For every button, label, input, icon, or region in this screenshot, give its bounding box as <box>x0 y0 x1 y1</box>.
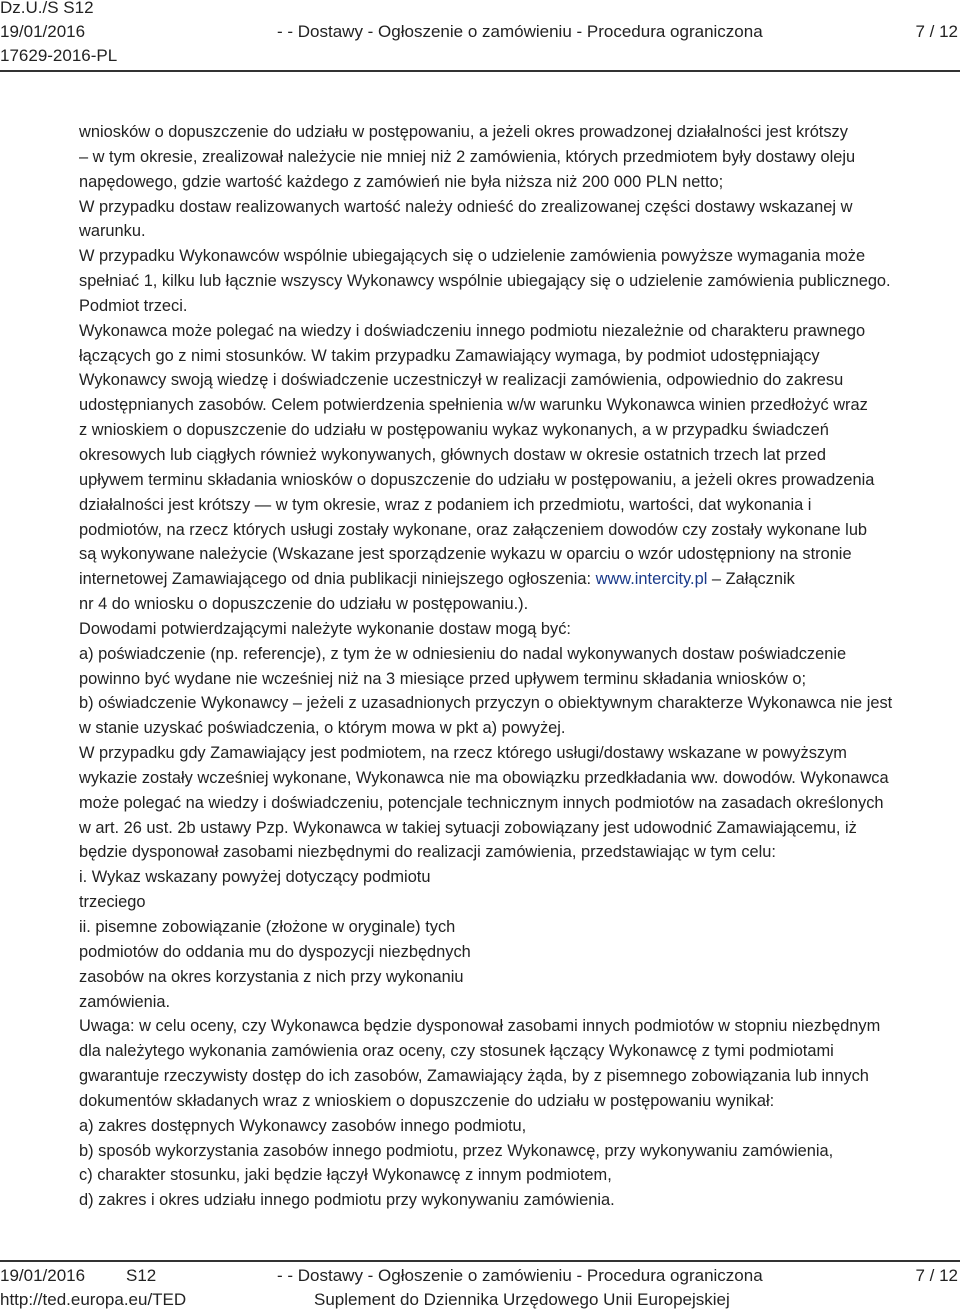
footer-page-number: 7 / 12 <box>915 1266 958 1285</box>
page-footer <box>0 1262 960 1311</box>
header-date: 19/01/2016 <box>0 22 86 41</box>
text-line: c) charakter stosunku, jaki będzie łączył Wykonawcę z innym podmiotem, <box>79 1166 612 1185</box>
header-title: - - Dostawy - Ogłoszenie o zamówieniu - Procedura ograniczona <box>277 22 763 41</box>
text-line: w art. 26 ust. 2b ustawy Pzp. Wykonawca w takiej sytuacji zobowiązany jest udowodnić Zamawiającemu, iż <box>79 818 857 837</box>
text-line: zasobów na okres korzystania z nich przy wykonaniu <box>79 967 464 986</box>
text-line: podmiotów, na rzecz których usługi zostały wykonane, oraz załączeniem dowodów czy zostały wykonane lub <box>79 520 868 539</box>
text-line: z wnioskiem o dopuszczenie do udziału w postępowaniu wykaz wykonanych, a w przypadku świadczeń <box>79 421 829 440</box>
text-line: spełniać 1, kilku lub łącznie wszyscy Wykonawcy wspólnie ubiegający się o udzielenie zamówienia publicznego. <box>79 272 891 291</box>
text-line: zamówienia. <box>79 992 171 1011</box>
text-line: może polegać na wiedzy i doświadczeniu, potencjale technicznym innych podmiotów na zasadach określonych <box>79 793 884 812</box>
text-line-with-link <box>79 567 959 592</box>
text-line: d) zakres i okres udziału innego podmiotu przy wykonywaniu zamówienia. <box>79 1191 615 1210</box>
text-line: Podmiot trzeci. <box>79 296 188 315</box>
text-line: gwarantuje rzeczywisty dostęp do ich zasobów, Zamawiający żąda, by z pisemnego zobowiązania lub innych <box>79 1067 869 1086</box>
text-line: w stanie uzyskać poświadczenia, o którym mowa w pkt a) powyżej. <box>79 719 566 738</box>
text-segment: – Załącznik <box>707 570 795 589</box>
footer-supplement: Suplement do Dziennika Urzędowego Unii Europejskiej <box>314 1290 730 1309</box>
footer-date: 19/01/2016 <box>0 1266 86 1285</box>
text-line: b) sposób wykorzystania zasobów innego podmiotu, przez Wykonawcę, przy wykonywaniu zamówienia, <box>79 1141 834 1160</box>
text-line: b) oświadczenie Wykonawcy – jeżeli z uzasadnionych przyczyn o obiektywnym charakterze Wykonawca nie jest <box>79 694 893 713</box>
text-line: Wykonawca może polegać na wiedzy i doświadczeniu innego podmiotu niezależnie od charakteru prawnego <box>79 321 866 340</box>
text-line: a) poświadczenie (np. referencje), z tym że w odniesieniu do nadal wykonywanych dostaw poświadczenie <box>79 644 847 663</box>
text-line: W przypadku Wykonawców wspólnie ubiegających się o udzielenie zamówienia powyższe wymagania może <box>79 247 866 266</box>
header-page-number: 7 / 12 <box>915 22 958 41</box>
text-line: – w tym okresie, zrealizował należycie nie mniej niż 2 zamówienia, których przedmiotem były dostawy oleju <box>79 147 856 166</box>
text-line: W przypadku dostaw realizowanych wartość należy odnieść do zrealizowanej części dostawy wskazanej w <box>79 197 853 216</box>
text-line: powinno być wydane nie wcześniej niż na 3 miesiące przed upływem terminu składania wniosków o; <box>79 669 807 688</box>
intercity-link[interactable]: www.intercity.pl <box>595 570 708 589</box>
text-line: ii. pisemne zobowiązanie (złożone w oryginale) tych <box>79 918 456 936</box>
text-line: udostępnianych zasobów. Celem potwierdzenia spełnienia w/w warunku Wykonawca winien przedłożyć wraz <box>79 396 868 415</box>
text-line: i. Wykaz wskazany powyżej dotyczący podmiotu <box>79 868 431 887</box>
text-line: dla należytego wykonania zamówienia oraz oceny, czy stosunek łączący Wykonawcę z tymi podmiotami <box>79 1042 834 1061</box>
footer-series: S12 <box>126 1266 157 1285</box>
page-header <box>0 0 960 72</box>
text-segment: internetowej Zamawiającego od dnia publikacji niniejszego ogłoszenia: <box>79 570 596 589</box>
text-line: działalności jest krótszy — w tym okresie, wraz z podaniem ich przedmiotu, wartości, dat wykonania i <box>79 495 812 514</box>
journal-reference: Dz.U./S S12 <box>0 0 94 17</box>
text-line: upływem terminu składania wniosków o dopuszczenie do udziału w postępowaniu, a jeżeli okres prowadzenia <box>79 470 875 489</box>
text-line: napędowego, gdzie wartość każdego z zamówień nie była niższa niż 200 000 PLN netto; <box>79 172 724 191</box>
text-line: warunku. <box>79 222 146 241</box>
document-body <box>79 120 959 1213</box>
text-line: wniosków o dopuszczenie do udziału w postępowaniu, a jeżeli okres prowadzonej działalności jest krótszy <box>79 123 848 141</box>
text-line: będzie dysponował zasobami niezbędnymi do realizacji zamówienia, przedstawiając w tym celu: <box>79 843 776 862</box>
footer-title: - - Dostawy - Ogłoszenie o zamówieniu - Procedura ograniczona <box>277 1266 763 1285</box>
text-line: dokumentów składanych wraz z wnioskiem o dopuszczenie do udziału w postępowaniu wynikał: <box>79 1091 775 1110</box>
text-line: podmiotów do oddania mu do dyspozycji niezbędnych <box>79 942 471 961</box>
text-line: nr 4 do wniosku o dopuszczenie do udziału w postępowaniu.). <box>79 595 529 614</box>
footer-url: http://ted.europa.eu/TED <box>0 1290 187 1309</box>
text-line: są wykonywane należycie (Wskazane jest sporządzenie wykazu w oparciu o wzór udostępniony na stronie <box>79 545 852 564</box>
notice-id: 17629-2016-PL <box>0 46 118 65</box>
text-line: wykazie zostały wcześniej wykonane, Wykonawca nie ma obowiązku przedkładania ww. dowodów. Wykonawca <box>79 768 889 787</box>
text-line: trzeciego <box>79 893 146 912</box>
text-line: W przypadku gdy Zamawiający jest podmiotem, na rzecz którego usługi/dostawy wskazane w powyższym <box>79 744 847 763</box>
text-line: Dowodami potwierdzającymi należyte wykonanie dostaw mogą być: <box>79 619 571 638</box>
text-line: Uwaga: w celu oceny, czy Wykonawca będzie dysponował zasobami innych podmiotów w stopniu niezbędnym <box>79 1017 881 1036</box>
text-line: Wykonawcy swoją wiedzę i doświadczenie uczestniczył w realizacji zamówienia, odpowiednio do zakresu <box>79 371 844 390</box>
header-rule <box>0 70 960 72</box>
text-line: łączących go z nimi stosunków. W takim przypadku Zamawiający wymaga, by podmiot udostępniający <box>79 346 820 365</box>
text-line: a) zakres dostępnych Wykonawcy zasobów innego podmiotu, <box>79 1116 527 1135</box>
text-line: okresowych lub ciągłych również wykonywanych, głównych dostaw w okresie ostatnich trzech lat przed <box>79 445 827 464</box>
